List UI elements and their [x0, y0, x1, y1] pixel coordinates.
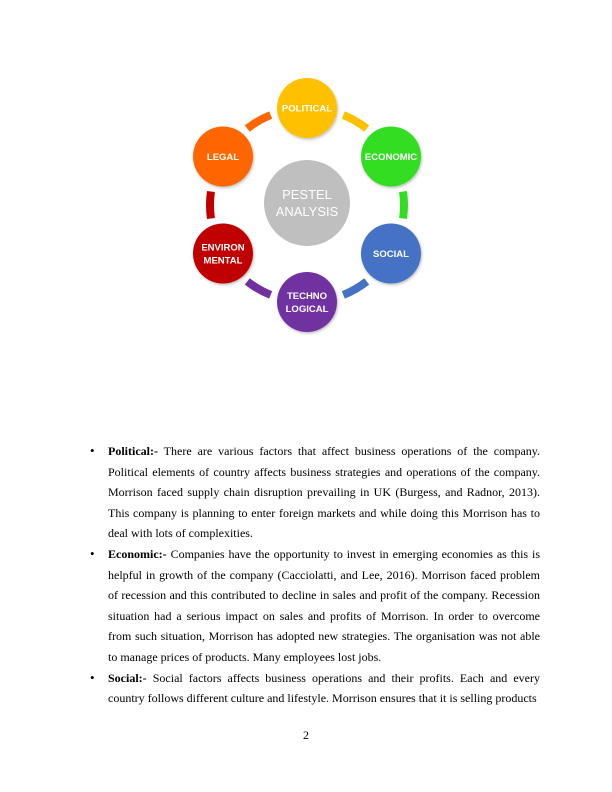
page-number: 2 [303, 728, 309, 742]
connector-arc-social [343, 281, 366, 294]
pestel-node-political [277, 78, 337, 138]
pestel-node-legal [193, 127, 253, 187]
pestel-node-technological [277, 272, 337, 332]
node-circle [193, 224, 253, 284]
pestel-node-economic [361, 127, 421, 187]
node-label: ENVIRON [201, 242, 245, 254]
center-label-line-2: ANALYSIS [275, 204, 339, 219]
bullet-term: Economic:- [108, 546, 167, 561]
pestel-node-social [361, 224, 421, 284]
bullet-economic [90, 544, 540, 668]
pestel-diagram [0, 0, 612, 360]
center-label-line-1: PESTEL [282, 187, 332, 202]
bullet-text: Social factors affects business operations and their profits. Each and every country follows different culture and lifestyle. Morrison ensures that it is selling products [108, 670, 540, 706]
node-label: LEGAL [206, 152, 240, 163]
pestel-center-node [264, 160, 350, 246]
bullet-text: There are various factors that affect business operations of the company. Political elements of country affects business strategies and operations of the company. Morrison faced supply chain disruption prevailing in UK (Burgess, and Radnor, 2013). This company is planning to enter foreign markets and while doing this Morrison has to deal with lots of complexities. [108, 444, 540, 541]
node-label: ECONOMIC [364, 152, 418, 163]
connector-arc-political [343, 115, 366, 128]
bullet-political [90, 441, 540, 544]
connector-arc-environmental [210, 192, 211, 219]
node-circle [277, 272, 337, 332]
bullet-social [90, 668, 540, 709]
node-label: TECHNO [286, 291, 328, 302]
bullet-text: Companies have the opportunity to invest in emerging economies as this is helpful in growth of the company (Cacciolatti, and Lee, 2016). Morrison faced problem of recession and this contributed to decline in sales and profit of the company. Recession situation had a serious impact on sales and profits of Morrison. In order to overcome from such situation, Morrison has adopted new strategies. The organisation was not able to manage prices of products. Many employees lost jobs. [108, 546, 540, 664]
connector-arc-technological [247, 281, 270, 294]
connector-arc-legal [247, 115, 270, 128]
node-label: POLITICAL [281, 103, 333, 115]
connector-arc-economic [403, 192, 404, 219]
bullet-term: Political:- [108, 444, 158, 458]
node-label: MENTAL [203, 255, 243, 267]
bullet-term: Social:- [108, 670, 147, 685]
pestel-node-environmental [193, 224, 253, 284]
node-label: SOCIAL [373, 249, 409, 260]
node-label: LOGICAL [285, 304, 329, 315]
pestel-bullet-list [90, 441, 540, 709]
document-body [90, 441, 540, 709]
